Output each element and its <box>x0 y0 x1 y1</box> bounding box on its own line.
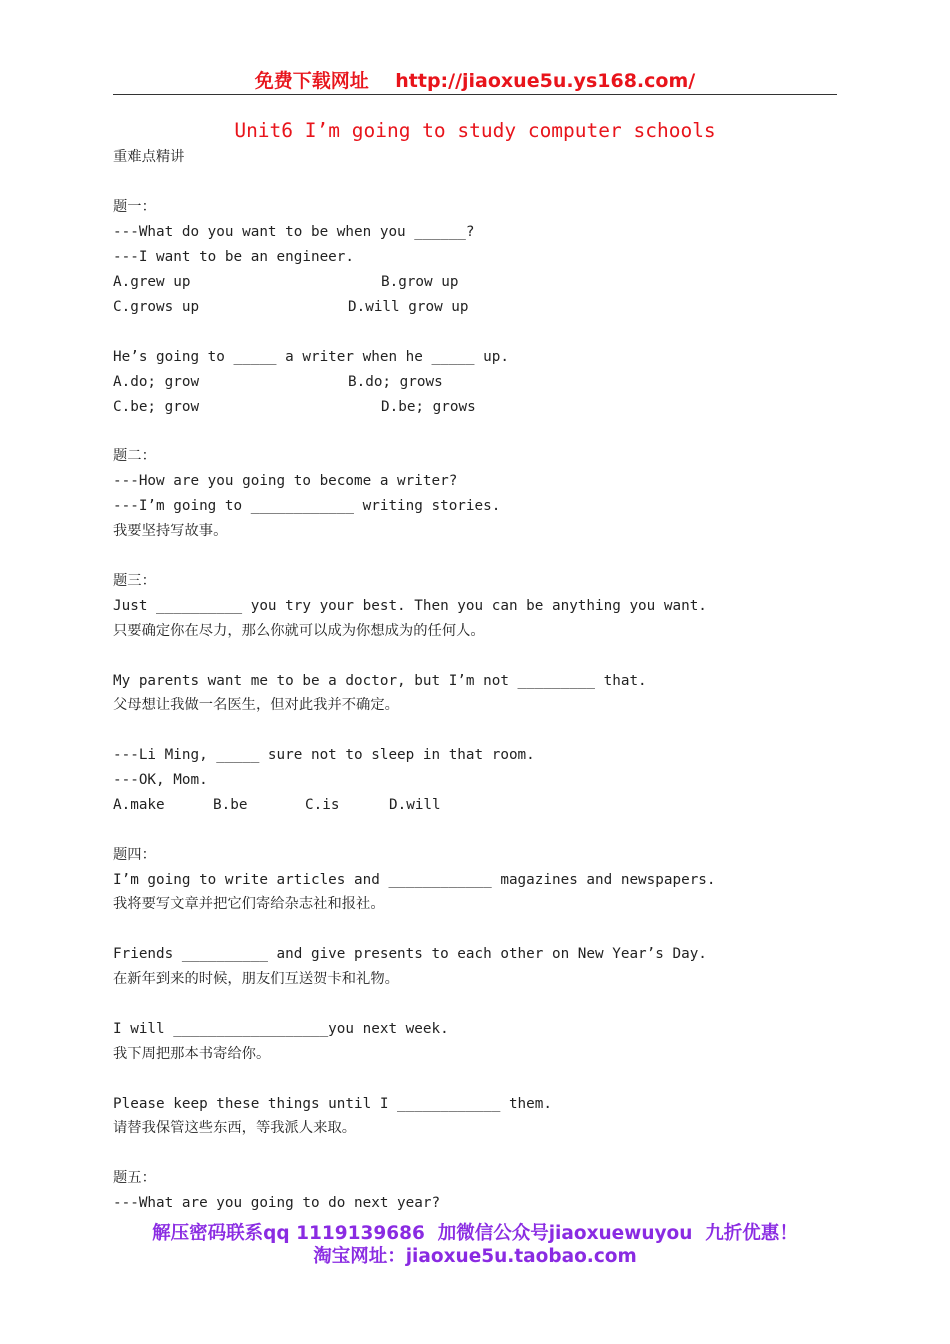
option-b: B.grow up <box>381 274 459 290</box>
section-2-question-1: ---How are you going to become a writer? <box>113 473 458 489</box>
page-title: Unit6 I’m going to study computer schools <box>234 119 716 142</box>
section-4-translation-3: 我下周把那本书寄给你。 <box>113 1046 271 1062</box>
section-3-translation-2: 父母想让我做一名医生，但对此我并不确定。 <box>113 697 399 713</box>
section-2-heading: 题二： <box>113 448 156 464</box>
option-b: B.be <box>213 797 248 813</box>
option-c: C.be; grow <box>113 399 200 415</box>
section-3-heading: 题三： <box>113 573 156 589</box>
section-2-translation: 我要坚持写故事。 <box>113 523 228 539</box>
section-3-answer-3: ---OK, Mom. <box>113 772 208 788</box>
footer-line-1: 解压密码联系qq 1119139686 加微信公众号jiaoxuewuyou 九折优惠！ <box>152 1223 798 1244</box>
section-4-translation-1: 我将要写文章并把它们寄给杂志社和报社。 <box>113 896 385 912</box>
section-1-question-2: He’s going to _____ a writer when he _____ up. <box>113 349 509 365</box>
page-header: 免费下载网址 http://jiaoxue5u.ys168.com/ <box>113 66 837 95</box>
section-4-question-4: Please keep these things until I ____________ them. <box>113 1096 552 1112</box>
section-3-translation-1: 只要确定你在尽力，那么你就可以成为你想成为的任何人。 <box>113 623 485 639</box>
subtitle: 重难点精讲 <box>113 149 185 165</box>
section-4-question-3: I will __________________you next week. <box>113 1021 449 1037</box>
section-4-heading: 题四： <box>113 847 156 863</box>
section-3-question-1: Just __________ you try your best. Then you can be anything you want. <box>113 598 707 614</box>
footer-line-2: 淘宝网址：jiaoxue5u.taobao.com <box>313 1246 637 1267</box>
section-4-question-2: Friends __________ and give presents to each other on New Year’s Day. <box>113 946 707 962</box>
section-4-translation-4: 请替我保管这些东西，等我派人来取。 <box>113 1120 357 1136</box>
option-c: C.is <box>305 797 340 813</box>
option-d: D.will grow up <box>348 299 469 315</box>
section-1-answer-1: ---I want to be an engineer. <box>113 249 355 265</box>
section-3-question-2: My parents want me to be a doctor, but I’m not _________ that. <box>113 673 647 689</box>
option-a: A.do; grow <box>113 374 200 390</box>
section-2-answer-1: ---I’m going to ____________ writing stories. <box>113 498 501 514</box>
option-c: C.grows up <box>113 299 200 315</box>
option-a: A.grew up <box>113 274 191 290</box>
section-4-translation-2: 在新年到来的时候，朋友们互送贺卡和礼物。 <box>113 971 399 987</box>
option-d: D.will <box>389 797 441 813</box>
option-a: A.make <box>113 797 165 813</box>
section-5-question-1: ---What are you going to do next year? <box>113 1195 441 1211</box>
section-1-heading: 题一： <box>113 199 156 215</box>
section-4-question-1: I’m going to write articles and ____________ magazines and newspapers. <box>113 872 716 888</box>
section-1-question-1: ---What do you want to be when you ______? <box>113 224 475 240</box>
option-d: D.be; grows <box>381 399 476 415</box>
section-3-question-3: ---Li Ming, _____ sure not to sleep in that room. <box>113 747 535 763</box>
option-b: B.do; grows <box>348 374 443 390</box>
section-5-heading: 题五： <box>113 1170 156 1186</box>
